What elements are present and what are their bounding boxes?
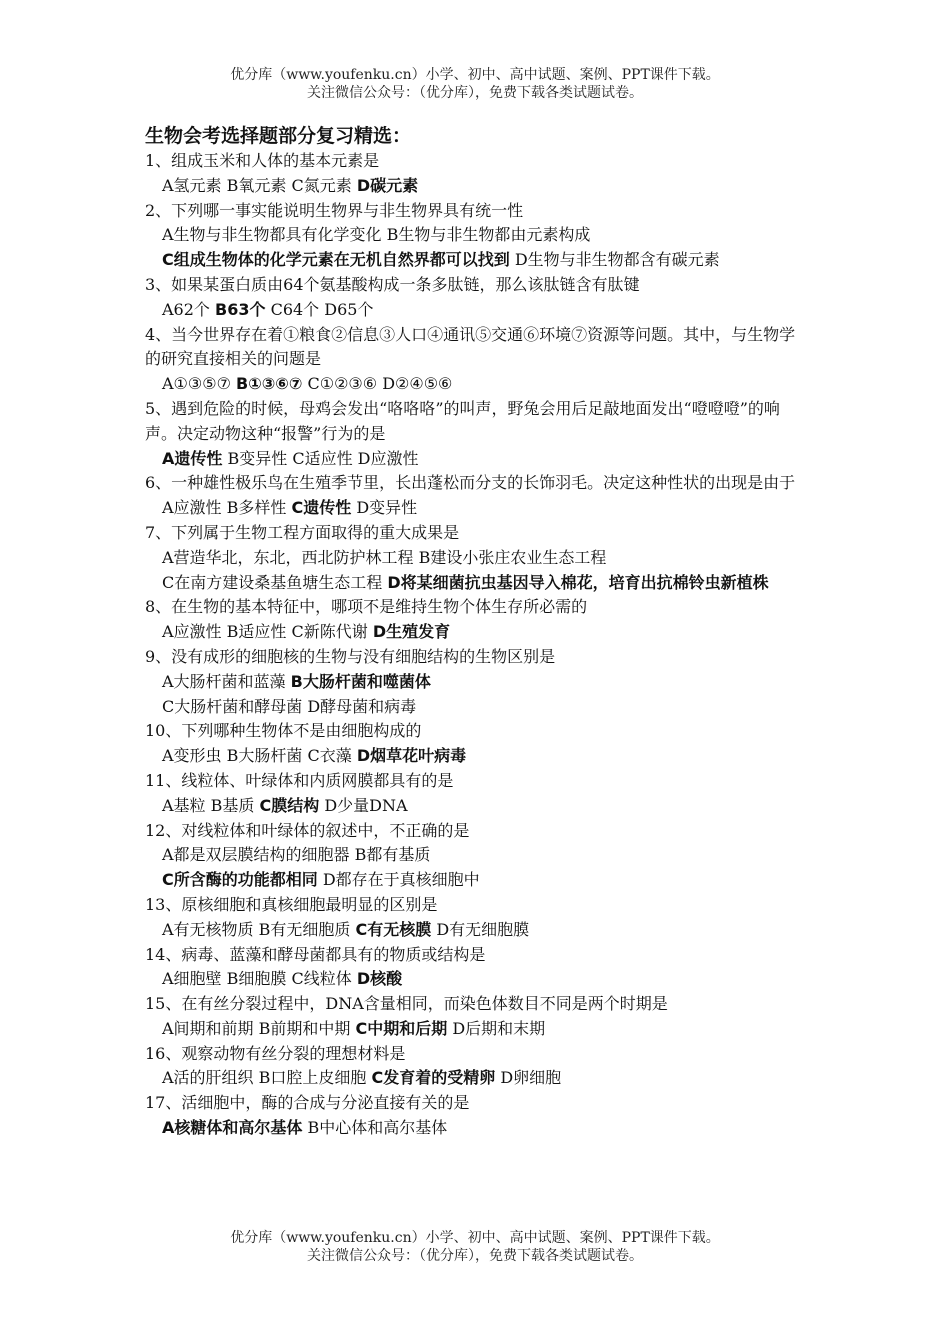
text-segment: D变异性 <box>351 498 418 518</box>
text-segment: A间期和前期 B前期和中期 <box>162 1018 356 1038</box>
text-segment: B中心体和高尔基体 <box>302 1118 448 1138</box>
answer-options <box>145 372 810 397</box>
text-segment: D生物与非生物都含有碳元素 <box>509 250 720 270</box>
text-segment: A氢元素 B氧元素 C氮元素 <box>162 175 357 195</box>
text-segment: A①③⑤⑦ <box>162 374 237 394</box>
text-segment: A细胞壁 B细胞膜 C线粒体 <box>162 969 357 989</box>
text-segment: 5、遇到危险的时候，母鸡会发出“咯咯咯”的叫声，野兔会用后足敲地面发出“噔噔噔”的响声。决定动物这种“报警”行为的是 <box>145 398 780 443</box>
answer-options <box>145 546 810 571</box>
correct-answer: C发育着的受精卵 <box>371 1068 496 1088</box>
text-segment: C64个 D65个 <box>265 299 374 319</box>
text-segment: 13、原核细胞和真核细胞最明显的区别是 <box>145 894 438 914</box>
question-text <box>145 149 810 174</box>
answer-options <box>145 1116 810 1141</box>
text-segment: 1、组成玉米和人体的基本元素是 <box>145 151 380 170</box>
answer-options <box>145 918 810 943</box>
question-text <box>145 595 810 620</box>
footer-line-1: 优分库（www.youfenku.cn）小学、初中、高中试题、案例、PPT课件下载。 <box>230 1230 720 1246</box>
correct-answer: C组成生物体的化学元素在无机自然界都可以找到 <box>162 250 510 270</box>
text-segment: A62个 <box>162 299 216 319</box>
document-title: 生物会考选择题部分复习精选： <box>145 125 412 147</box>
text-segment: C①②③⑥ D②④⑤⑥ <box>302 374 453 394</box>
answer-options <box>145 620 810 645</box>
text-segment: C大肠杆菌和酵母菌 D酵母菌和病毒 <box>162 696 417 716</box>
correct-answer: C中期和后期 <box>355 1018 448 1038</box>
question-text <box>145 1042 810 1067</box>
text-segment: A变形虫 B大肠杆菌 C衣藻 <box>162 746 357 766</box>
header-line-2: 关注微信公众号：（优分库），免费下载各类试题试卷。 <box>307 85 643 101</box>
answer-options <box>145 298 810 323</box>
answer-options <box>145 248 810 273</box>
correct-answer: B63个 <box>215 299 266 319</box>
question-text <box>145 992 810 1017</box>
text-segment: 15、在有丝分裂过程中，DNA含量相同，而染色体数目不同是两个时期是 <box>145 994 668 1014</box>
question-list <box>145 149 810 1141</box>
question-text <box>145 1091 810 1116</box>
correct-answer: D碳元素 <box>356 175 419 195</box>
text-segment: 2、下列哪一事实能说明生物界与非生物界具有统一性 <box>145 200 524 220</box>
question-text <box>145 273 810 298</box>
text-segment: A大肠杆菌和蓝藻 <box>162 671 291 691</box>
text-segment: A基粒 B基质 <box>162 795 260 815</box>
text-segment: 9、没有成形的细胞核的生物与没有细胞结构的生物区别是 <box>145 646 556 666</box>
text-segment: A营造华北，东北，西北防护林工程 B建设小张庄农业生态工程 <box>162 547 607 567</box>
correct-answer: D核酸 <box>356 969 403 989</box>
correct-answer: A遗传性 <box>162 448 223 468</box>
text-segment: D后期和末期 <box>447 1018 546 1038</box>
answer-options <box>145 794 810 819</box>
correct-answer: B大肠杆菌和噬菌体 <box>290 671 431 691</box>
correct-answer: D生殖发育 <box>372 622 451 642</box>
answer-options <box>145 571 810 596</box>
question-text <box>145 893 810 918</box>
correct-answer: D将某细菌抗虫基因导入棉花，培育出抗棉铃虫新植株 <box>387 572 769 592</box>
text-segment: A有无核物质 B有无细胞质 <box>162 919 356 939</box>
answer-options <box>145 447 810 472</box>
correct-answer: C有无核膜 <box>355 919 432 939</box>
text-segment: A都是双层膜结构的细胞器 B都有基质 <box>162 845 431 865</box>
text-segment: 3、如果某蛋白质由64个氨基酸构成一条多肽链，那么该肽链含有肽键 <box>145 274 640 294</box>
text-segment: A生物与非生物都具有化学变化 B生物与非生物都由元素构成 <box>162 225 591 245</box>
correct-answer: A核糖体和高尔基体 <box>162 1118 303 1138</box>
text-segment: D卵细胞 <box>495 1068 562 1088</box>
text-segment: D有无细胞膜 <box>431 919 530 939</box>
answer-options <box>145 744 810 769</box>
text-segment: A活的肝组织 B口腔上皮细胞 <box>162 1068 372 1088</box>
text-segment: 7、下列属于生物工程方面取得的重大成果是 <box>145 522 460 542</box>
page-footer <box>0 1229 950 1265</box>
text-segment: D都存在于真核细胞中 <box>317 870 480 890</box>
question-text <box>145 645 810 670</box>
answer-options <box>145 496 810 521</box>
answer-options <box>145 1017 810 1042</box>
text-segment: 11、线粒体、叶绿体和内质网膜都具有的是 <box>145 770 454 790</box>
correct-answer: C所含酶的功能都相同 <box>162 870 318 890</box>
question-text <box>145 819 810 844</box>
text-segment: 8、在生物的基本特征中，哪项不是维持生物个体生存所必需的 <box>145 597 588 617</box>
question-text <box>145 323 810 373</box>
answer-options <box>145 967 810 992</box>
question-text <box>145 397 810 447</box>
page-header <box>0 66 950 102</box>
text-segment: C在南方建设桑基鱼塘生态工程 <box>162 572 388 592</box>
text-segment: B变异性 C适应性 D应激性 <box>222 448 419 468</box>
question-text <box>145 199 810 224</box>
question-text <box>145 471 810 496</box>
text-segment: 6、一种雄性极乐鸟在生殖季节里，长出蓬松而分支的长饰羽毛。决定这种性状的出现是由于 <box>145 473 796 493</box>
answer-options <box>145 695 810 720</box>
text-segment: 12、对线粒体和叶绿体的叙述中，不正确的是 <box>145 820 470 840</box>
question-text <box>145 719 810 744</box>
text-segment: 17、活细胞中，酶的合成与分泌直接有关的是 <box>145 1093 470 1113</box>
answer-options <box>145 868 810 893</box>
correct-answer: C遗传性 <box>291 498 352 518</box>
correct-answer: B①③⑥⑦ <box>236 374 303 394</box>
correct-answer: D烟草花叶病毒 <box>356 746 467 766</box>
answer-options <box>145 1066 810 1091</box>
text-segment: D少量DNA <box>319 795 408 815</box>
footer-line-2: 关注微信公众号：（优分库），免费下载各类试题试卷。 <box>307 1248 643 1264</box>
answer-options <box>145 223 810 248</box>
question-text <box>145 943 810 968</box>
answer-options <box>145 670 810 695</box>
text-segment: 14、病毒、蓝藻和酵母菌都具有的物质或结构是 <box>145 944 486 964</box>
document-body <box>145 123 810 1141</box>
answer-options <box>145 843 810 868</box>
answer-options <box>145 174 810 199</box>
text-segment: 10、下列哪种生物体不是由细胞构成的 <box>145 721 422 741</box>
text-segment: A应激性 B适应性 C新陈代谢 <box>162 622 373 642</box>
text-segment: 4、当今世界存在着①粮食②信息③人口④通讯⑤交通⑥环境⑦资源等问题。其中，与生物学的研究直接相关的问题是 <box>145 324 796 369</box>
header-line-1: 优分库（www.youfenku.cn）小学、初中、高中试题、案例、PPT课件下载。 <box>230 67 720 83</box>
question-text <box>145 521 810 546</box>
question-text <box>145 769 810 794</box>
text-segment: A应激性 B多样性 <box>162 498 292 518</box>
text-segment: 16、观察动物有丝分裂的理想材料是 <box>145 1043 406 1063</box>
correct-answer: C膜结构 <box>259 795 320 815</box>
